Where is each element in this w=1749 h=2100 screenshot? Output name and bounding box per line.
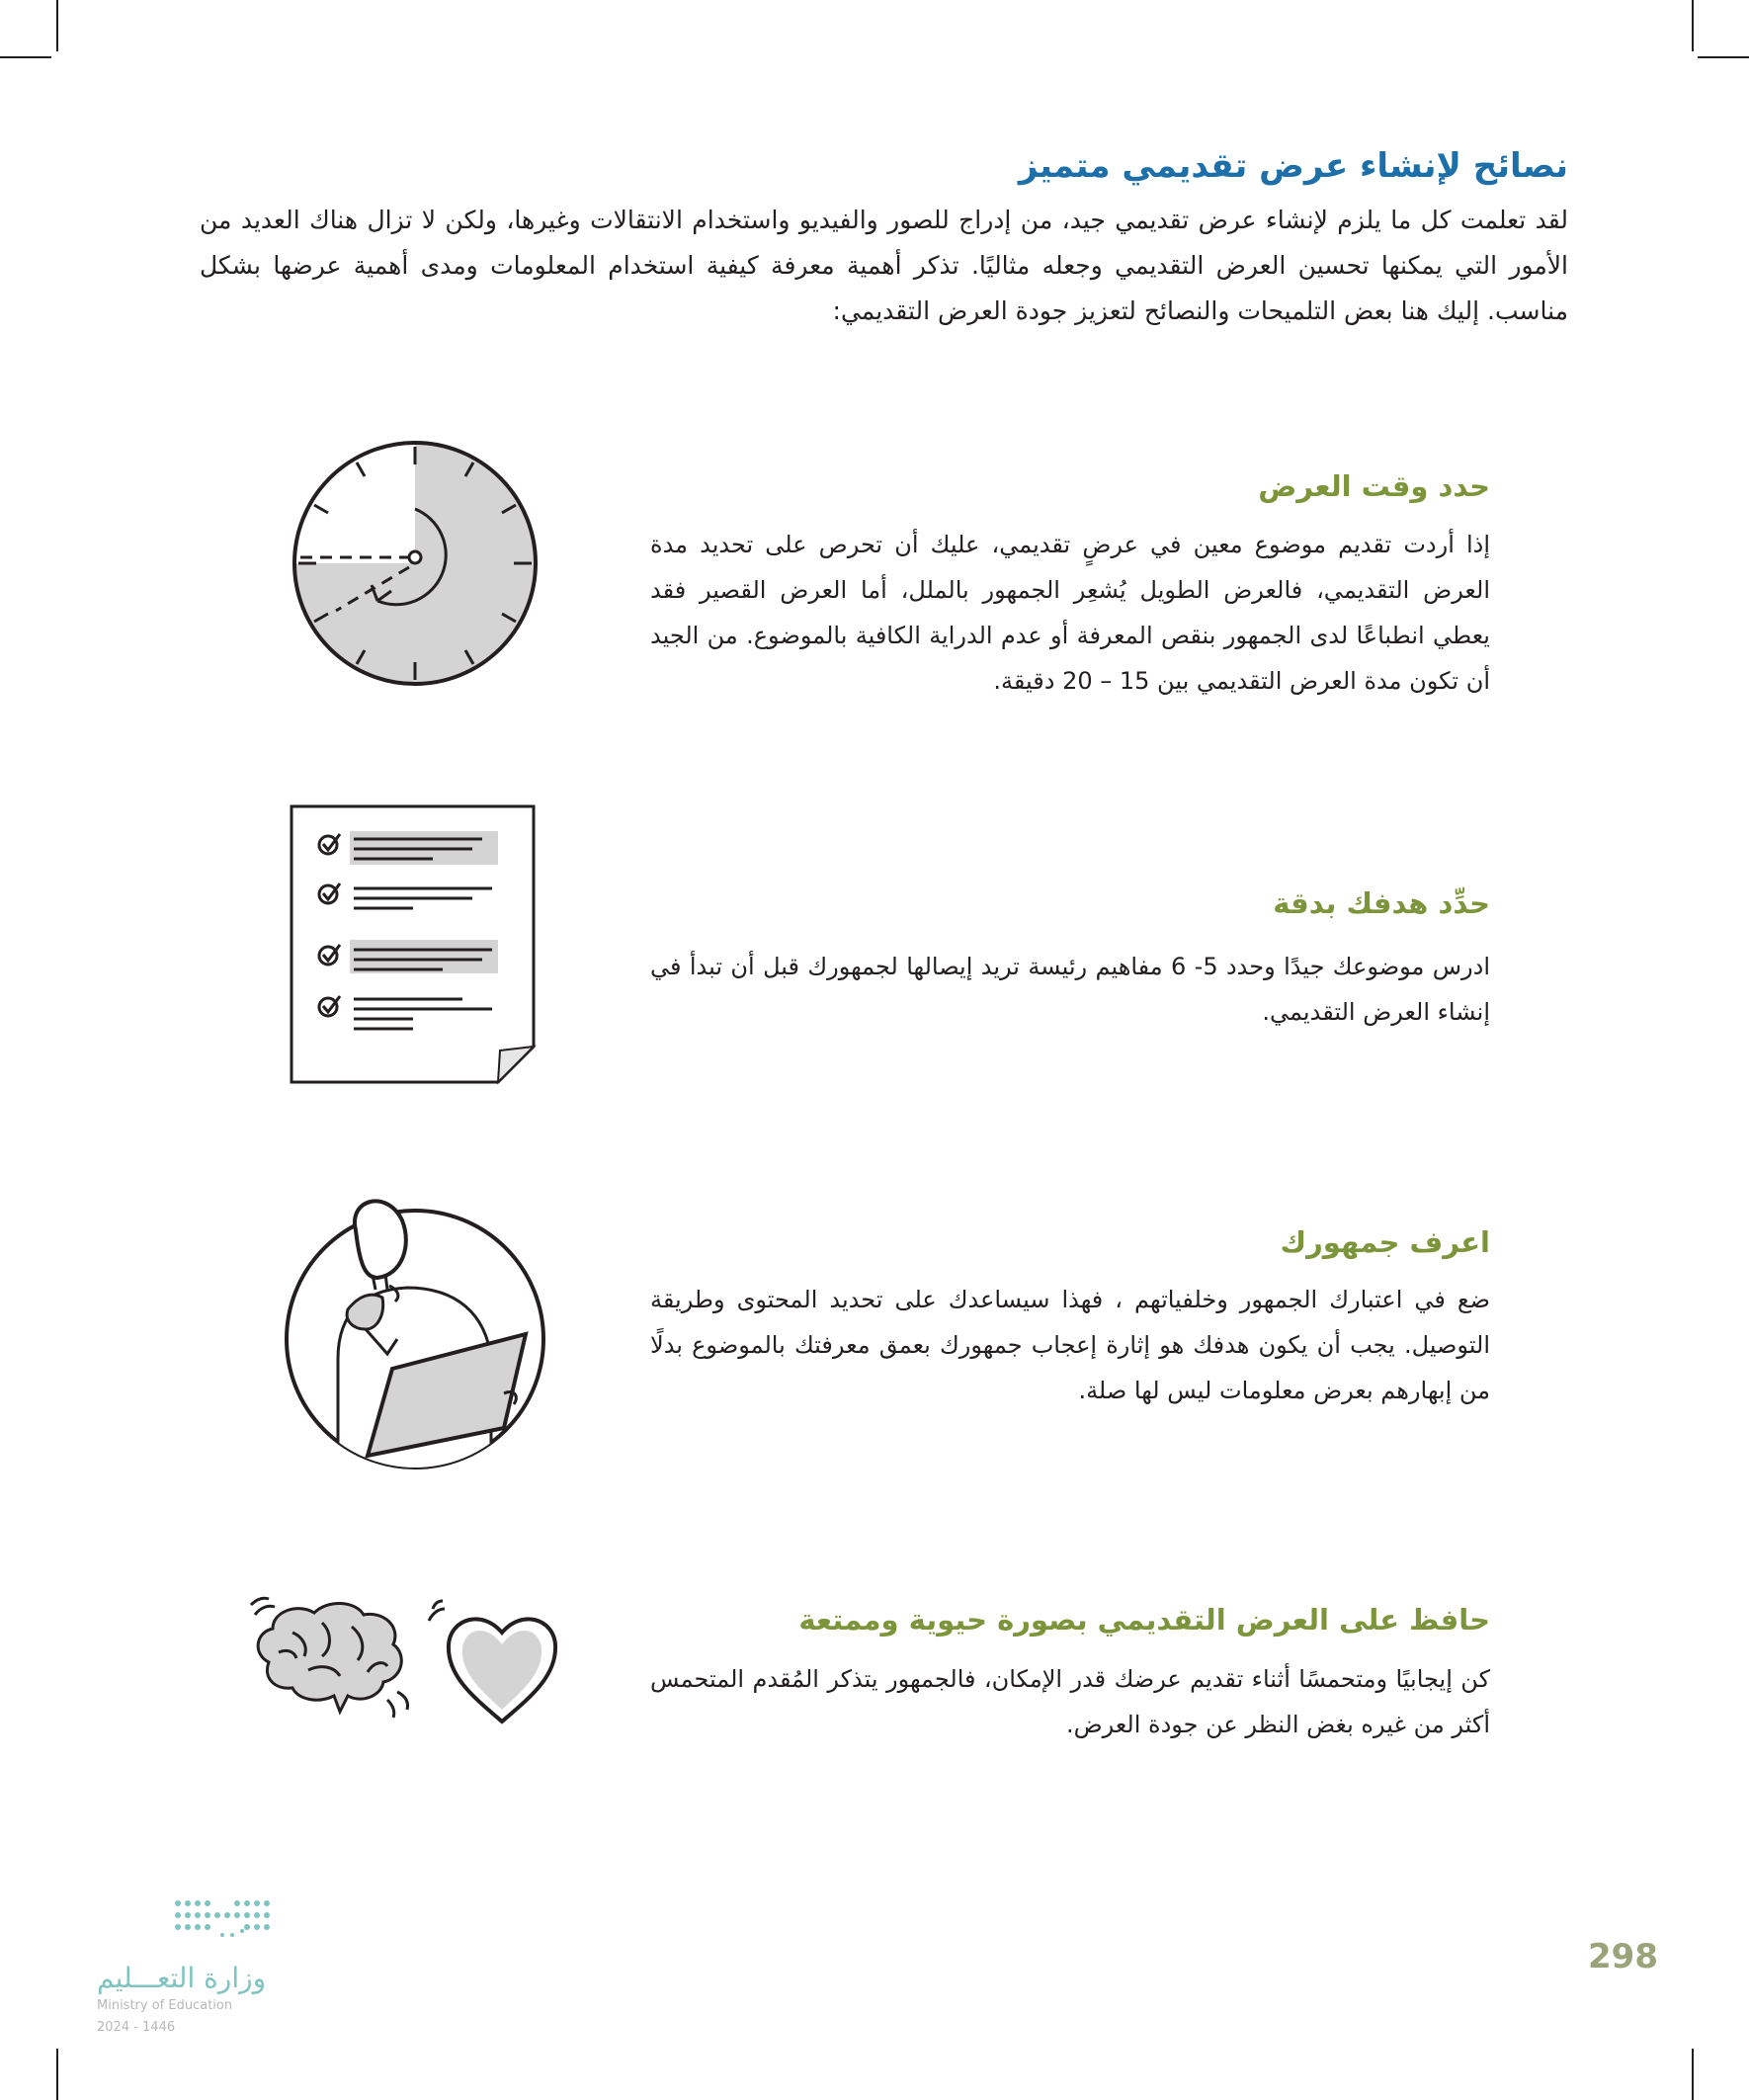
tip-1-body: إذا أردت تقديم موضوع معين في عرضٍ تقديمي، عليك أن تحرص على تحديد مدة العرض التقديمي، فالعرض الطويل يُشعِر الجمهور بالملل، أما العرض القصير فقد يعطي انطباعًا لدى الجمهور بنقص المعرفة أو عدم الدراية الكافية بالموضوع. من الجيد أن تكون مدة العرض التقديمي بين 15 – 20 دقيقة. [650, 531, 1490, 695]
crop-mark [1698, 56, 1749, 58]
crop-mark [56, 0, 58, 51]
crop-mark [1692, 0, 1694, 51]
crop-mark [56, 2049, 58, 2100]
tip-3-body: ضع في اعتبارك الجمهور وخلفياتهم ، فهذا سيساعدك على تحديد المحتوى وطريقة التوصيل. يجب أن يكون هدفك هو إثارة إعجاب جمهورك بعمق معرفتك بالموضوع بدلًا من إبهارهم بعرض معلومات ليس لها صلة. [650, 1286, 1490, 1404]
intro-paragraph: لقد تعلمت كل ما يلزم لإنشاء عرض تقديمي جيد، من إدراج للصور والفيديو واستخدام الانتقالات وغيرها، ولكن لا تزال هناك العديد من الأمور التي يمكنها تحسين العرض التقديمي وجعله مثاليًا. تذكر أهمية معرفة كيفية استخدام المعلومات ومدى أهمية عرضها بشكل مناسب. إليك هنا بعض التلميحات والنصائح لتعزيز جودة العرض التقديمي: [200, 206, 1568, 325]
tip-4-title: حافظ على العرض التقديمي بصورة حيوية وممتعة [798, 1603, 1490, 1637]
tip-2-body: ادرس موضوعك جيدًا وحدد 5- 6 مفاهيم رئيسة تريد إيصالها لجمهورك قبل أن تبدأ في إنشاء العرض التقديمي. [650, 953, 1490, 1026]
ministry-name-arabic: وزارة التعـــليم [97, 1962, 267, 1994]
ministry-name-english: Ministry of Education [97, 1998, 233, 2013]
crop-mark [0, 56, 51, 58]
crop-mark [1692, 2049, 1694, 2100]
tip-1-title: حدد وقت العرض [1258, 469, 1490, 503]
academic-year: 2024 - 1446 [97, 2020, 176, 2035]
checklist-icon [289, 803, 538, 1086]
heart-icon [427, 1599, 575, 1727]
tip-4-body: كن إيجابيًا ومتحمسًا أثناء تقديم عرضك قدر الإمكان، فالجمهور يتذكر المُقدم المتحمس أكثر من غيره بغض النظر عن جودة العرض. [650, 1665, 1490, 1738]
tip-2-title: حدِّد هدفك بدقة [1273, 886, 1490, 920]
tip-3-title: اعرف جمهورك [1280, 1225, 1490, 1259]
clock-timer-icon [287, 435, 543, 692]
page-number: 298 [1588, 1937, 1658, 1976]
page-title: نصائح لإنشاء عرض تقديمي متميز [1018, 146, 1568, 186]
ministry-logo-icon [97, 1895, 275, 1957]
audience-person-icon [279, 1191, 551, 1473]
brain-icon [249, 1593, 419, 1723]
